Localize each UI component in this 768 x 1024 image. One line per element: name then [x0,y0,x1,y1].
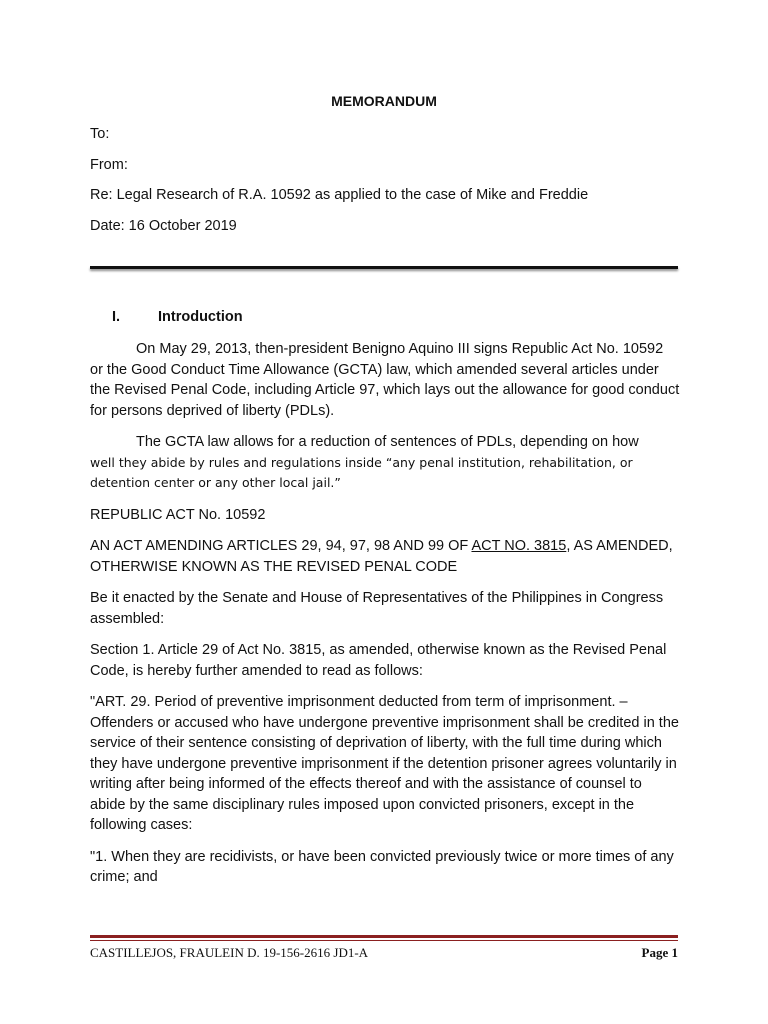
section-title: Introduction [158,309,243,325]
from-line: From: [90,157,128,173]
act-title-pre: AN ACT AMENDING ARTICLES 29, 94, 97, 98 AND 99 OF [90,538,472,554]
footer-page-number: Page 1 [641,945,678,960]
paragraph-gcta-quote: well they abide by rules and regulations inside “any penal institution, rehabilitation, or detention center or any other local jail.” [90,454,633,490]
paragraph-intro: On May 29, 2013, then-president Benigno Aquino III signs Republic Act No. 10592 or the Good Conduct Time Allowance (GCTA) law, which amended several articles under the Revised Penal Code, including Article 97, which lays out the allowance for good conduct for persons deprived of liberty (PDLs). [90,341,680,419]
memo-title: MEMORANDUM [331,93,437,109]
act-title-post: , AS AMENDED, OTHERWISE KNOWN AS THE REVISED PENAL CODE [90,538,673,575]
article-29-text: "ART. 29. Period of preventive imprisonment deducted from term of imprisonment. – Offenders or accused who have undergone preventive imprisonment shall be credited in the service of their sentence consisting of deprivation of liberty, with the full time during which they have undergone preventive imprisonment if the detention prisoner agrees voluntarily in writing after being informed of the effects thereof and with the assistance of counsel to abide by the same disciplinary rules imposed upon convicted prisoners, except in the following cases: [90,694,679,833]
re-line: Re: Legal Research of R.A. 10592 as applied to the case of Mike and Freddie [90,187,589,203]
enacting-clause: Be it enacted by the Senate and House of Representatives of the Philippines in Congress assembled: [90,590,664,627]
to-line: To: [90,126,110,142]
section-number: I. [112,309,121,325]
footer-divider-thin [90,940,678,941]
header-divider [90,266,678,269]
footer-author: CASTILLEJOS, FRAULEIN D. 19-156-2616 JD1-A [90,945,369,960]
act-title [90,536,680,577]
paragraph-gcta: The GCTA law allows for a reduction of sentences of PDLs, depending on how [136,434,639,450]
section-1-text: Section 1. Article 29 of Act No. 3815, as amended, otherwise known as the Revised Penal Code, is hereby further amended to read as follows: [90,642,667,679]
act-number: REPUBLIC ACT No. 10592 [90,506,266,523]
act-3815-link[interactable]: ACT NO. 3815 [471,538,567,554]
exception-1-text: "1. When they are recidivists, or have been convicted previously twice or more times of any crime; and [90,848,674,885]
memo-body [90,339,680,899]
footer-divider-thick [90,935,678,938]
date-line: Date: 16 October 2019 [90,218,237,234]
